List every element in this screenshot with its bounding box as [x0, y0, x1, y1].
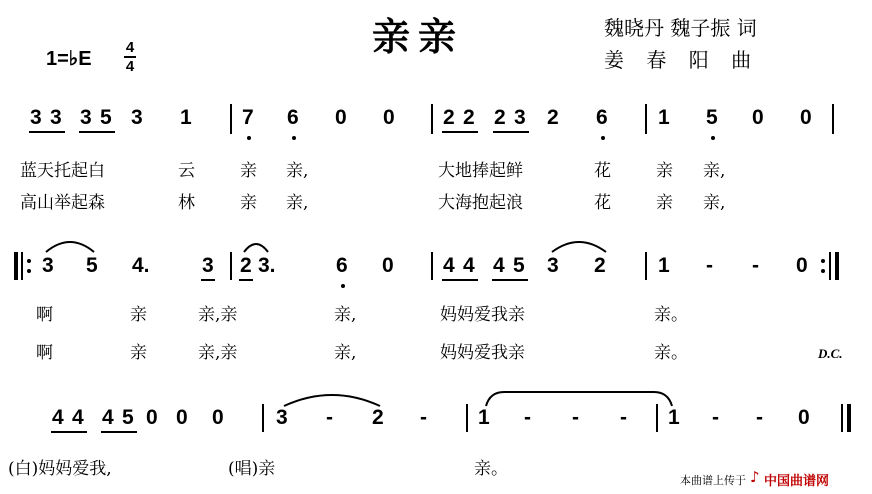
note: 0	[212, 406, 224, 429]
slur	[242, 240, 270, 254]
repeat-end-thin-bar	[829, 252, 831, 280]
note: 2	[372, 406, 384, 429]
repeat-dot	[27, 269, 31, 273]
lyric: 亲,	[334, 305, 357, 325]
time-signature-top: 4	[125, 39, 135, 56]
lyric: 亲,	[334, 343, 357, 363]
beam	[29, 131, 65, 133]
lyric: 亲	[240, 193, 257, 213]
lyric: 亲	[656, 161, 673, 181]
lyric: 亲	[240, 161, 257, 181]
beam	[101, 431, 137, 433]
note: 5	[100, 106, 112, 129]
note: 4.	[132, 254, 150, 277]
tie	[282, 390, 382, 408]
note: 2	[494, 106, 506, 129]
note: 7	[242, 106, 254, 129]
low-octave-dot	[341, 284, 345, 288]
lyric: (唱)亲	[228, 459, 276, 479]
note: 6	[336, 254, 348, 277]
beam	[79, 131, 115, 133]
note: 4	[443, 254, 455, 277]
time-signature-bottom: 4	[125, 58, 135, 75]
lyric: 妈妈爱我亲	[440, 305, 525, 325]
song-title: 亲亲	[372, 14, 465, 59]
lyric: 亲	[130, 305, 147, 325]
note: 0	[176, 406, 188, 429]
bar-line	[656, 404, 658, 432]
lyric: (白)妈妈爱我,	[8, 459, 112, 479]
bar-line	[262, 404, 264, 432]
bar-line	[645, 252, 647, 280]
lyric: 花	[594, 193, 611, 213]
note: 0	[752, 106, 764, 129]
note: -	[706, 254, 713, 277]
bar-line	[832, 104, 834, 134]
note: 2	[240, 254, 252, 277]
note: 5	[86, 254, 98, 277]
note: -	[420, 406, 427, 429]
beam	[442, 131, 478, 133]
note: 0	[335, 106, 347, 129]
da-capo-mark: D.C.	[818, 346, 843, 361]
composer-credit: 姜 春 阳 曲	[604, 48, 752, 72]
note: 3	[30, 106, 42, 129]
note: 6	[287, 106, 299, 129]
note: 4	[72, 406, 84, 429]
note: 3	[50, 106, 62, 129]
final-thin-bar	[841, 404, 843, 432]
beam	[442, 279, 478, 281]
slur	[550, 238, 608, 254]
note: 1	[668, 406, 680, 429]
repeat-end-thick-bar	[835, 252, 839, 280]
note: 3	[514, 106, 526, 129]
lyric: 高山举起森	[20, 193, 105, 213]
note: 5	[513, 254, 525, 277]
bar-line	[431, 104, 433, 134]
lyric: 亲,	[703, 161, 726, 181]
repeat-dot	[27, 259, 31, 263]
upload-text: 本曲谱上传于	[680, 475, 746, 487]
repeat-start-thick-bar	[14, 252, 18, 280]
note: 0	[383, 106, 395, 129]
note: 3	[276, 406, 288, 429]
note: -	[524, 406, 531, 429]
low-octave-dot	[247, 136, 251, 140]
lyric: 亲	[130, 343, 147, 363]
note: 1	[658, 106, 670, 129]
low-octave-dot	[601, 136, 605, 140]
note: -	[572, 406, 579, 429]
lyric: 蓝天托起白	[20, 161, 105, 181]
note: 0	[146, 406, 158, 429]
note: 5	[122, 406, 134, 429]
lyric: 亲,	[286, 193, 309, 213]
lyric: 亲。	[474, 459, 508, 479]
note: 0	[796, 254, 808, 277]
bar-line	[466, 404, 468, 432]
tie	[484, 390, 674, 408]
bar-line	[645, 104, 647, 134]
key-signature: 1=♭E	[46, 48, 92, 70]
note: 3	[547, 254, 559, 277]
note: 6	[596, 106, 608, 129]
lyric: 大地捧起鲜	[438, 161, 523, 181]
note: 0	[798, 406, 810, 429]
note: 1	[180, 106, 192, 129]
lyric: 林	[178, 193, 195, 213]
repeat-start-thin-bar	[21, 252, 23, 280]
note: 4	[463, 254, 475, 277]
bar-line	[230, 252, 232, 280]
note: 0	[382, 254, 394, 277]
lyric: 花	[594, 161, 611, 181]
note: 3	[202, 254, 214, 277]
time-signature	[124, 40, 136, 74]
note: -	[620, 406, 627, 429]
note: 4	[102, 406, 114, 429]
note: 2	[463, 106, 475, 129]
note: 5	[706, 106, 718, 129]
beam	[493, 131, 529, 133]
note: 1	[478, 406, 490, 429]
note: 2	[443, 106, 455, 129]
note: 3	[42, 254, 54, 277]
note: 1	[658, 254, 670, 277]
lyric: 亲。	[654, 305, 688, 325]
lyric: 亲。	[654, 343, 688, 363]
lyric: 亲,	[286, 161, 309, 181]
note: -	[756, 406, 763, 429]
lyric: 妈妈爱我亲	[440, 343, 525, 363]
lyric: 亲	[656, 193, 673, 213]
lyricist-credit: 魏晓丹 魏子振 词	[604, 16, 757, 40]
note: 3	[80, 106, 92, 129]
low-octave-dot	[711, 136, 715, 140]
note: 4	[493, 254, 505, 277]
slur	[44, 238, 96, 254]
final-thick-bar	[847, 404, 851, 432]
lyric: 云	[178, 161, 195, 181]
lyric: 亲,亲	[198, 343, 238, 363]
lyric: 啊	[36, 305, 53, 325]
lyric: 亲,亲	[198, 305, 238, 325]
low-octave-dot	[292, 136, 296, 140]
bar-line	[431, 252, 433, 280]
note: -	[326, 406, 333, 429]
beam	[51, 431, 87, 433]
note: -	[712, 406, 719, 429]
lyric: 啊	[36, 343, 53, 363]
beam	[492, 279, 528, 281]
repeat-dot	[821, 259, 825, 263]
lyric: 大海抱起浪	[438, 193, 523, 213]
note: 2	[594, 254, 606, 277]
note: 0	[800, 106, 812, 129]
note: 2	[547, 106, 559, 129]
note: 3.	[258, 254, 276, 277]
site-name: 中国曲谱网	[764, 473, 830, 488]
music-note-icon: ♪	[750, 468, 760, 486]
beam	[239, 279, 253, 281]
note: 3	[131, 106, 143, 129]
repeat-dot	[821, 269, 825, 273]
note: 4	[52, 406, 64, 429]
bar-line	[230, 104, 232, 134]
note: -	[752, 254, 759, 277]
lyric: 亲,	[703, 193, 726, 213]
beam	[201, 279, 215, 281]
